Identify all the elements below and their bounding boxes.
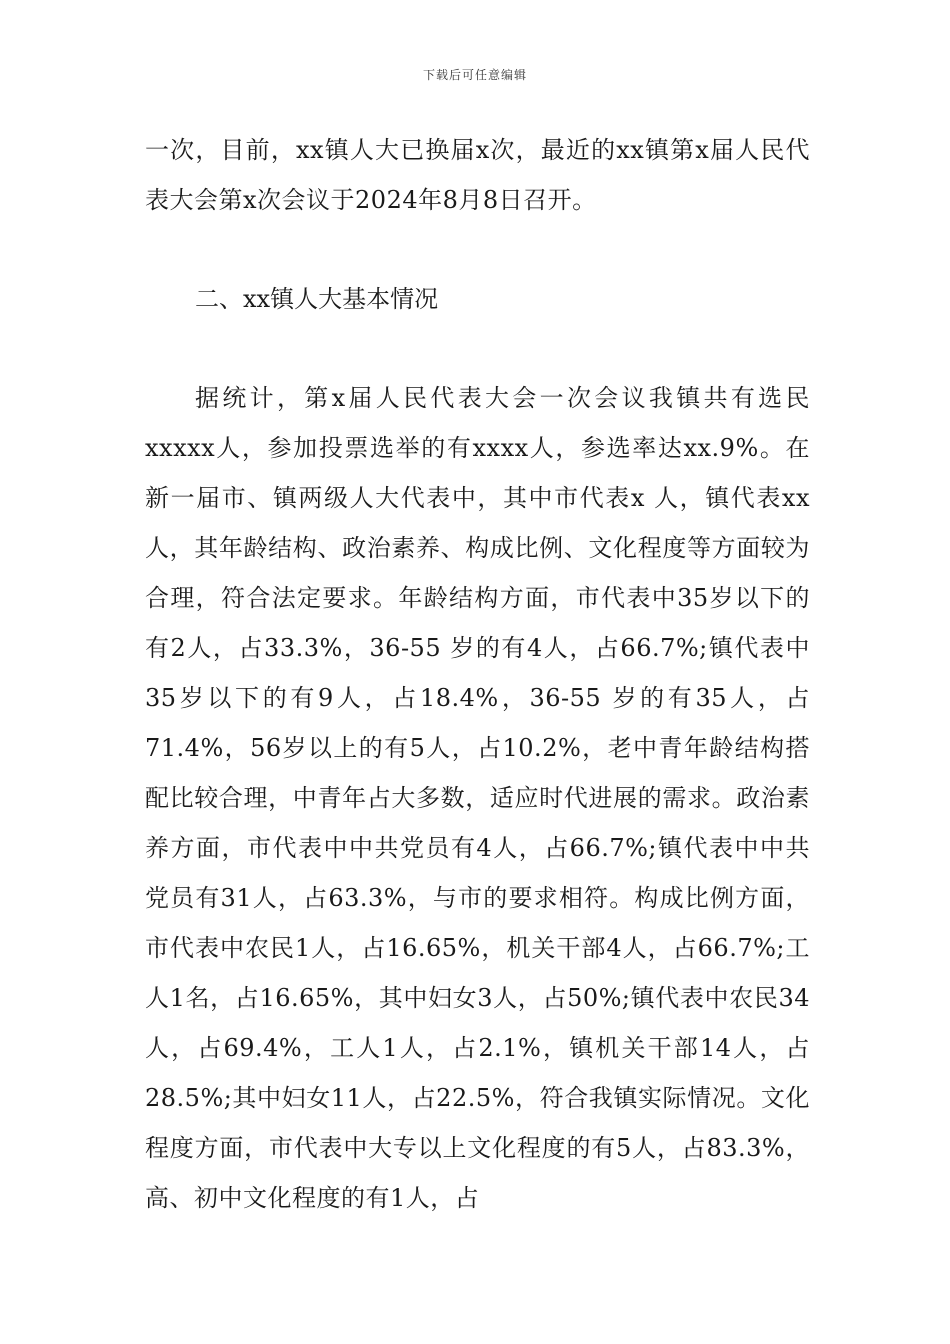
paragraph-statistics: 据统计，第x届人民代表大会一次会议我镇共有选民xxxxx人，参加投票选举的有xxxx人，参选率达xx.9%。在新一届市、镇两级人大代表中，其中市代表x 人，镇代表xx人，其年龄结构、政治素养、构成比例、文化程度等方面较为合理，符合法定要求。年龄结构方面，市代表中35岁以下的有2人，占33.3%，36-55 岁的有4人，占66.7%;镇代表中35岁以下的有9人，占18.4%，36-55 岁的有35人，占71.4%，56岁以上的有5人，占10.2%，老中青年龄结构搭配比较合理，中青年占大多数，适应时代进展的需求。政治素养方面，市代表中中共党员有4人，占66.7%;镇代表中中共党员有31人，占63.3%，与市的要求相符。构成比例方面，市代表中农民1人，占16.65%，机关干部4人，占66.7%;工人1名，占16.65%，其中妇女3人，占50%;镇代表中农民34 人，占69.4%，工人1人，占2.1%，镇机关干部14人，占28.5%;其中妇女11人，占22.5%，符合我镇实际情况。文化程度方面，市代表中大专以上文化程度的有5人，占83.3%，高、初中文化程度的有1人，占 (145, 384, 810, 1212)
header-note: 下载后可任意编辑 (422, 68, 527, 82)
paragraph-continuation: 一次，目前，xx镇人大已换届x次，最近的xx镇第x届人民代表大会第x次会议于2024年8月8日召开。 (145, 136, 810, 214)
section-heading: 二、xx镇人大基本情况 (195, 285, 439, 313)
